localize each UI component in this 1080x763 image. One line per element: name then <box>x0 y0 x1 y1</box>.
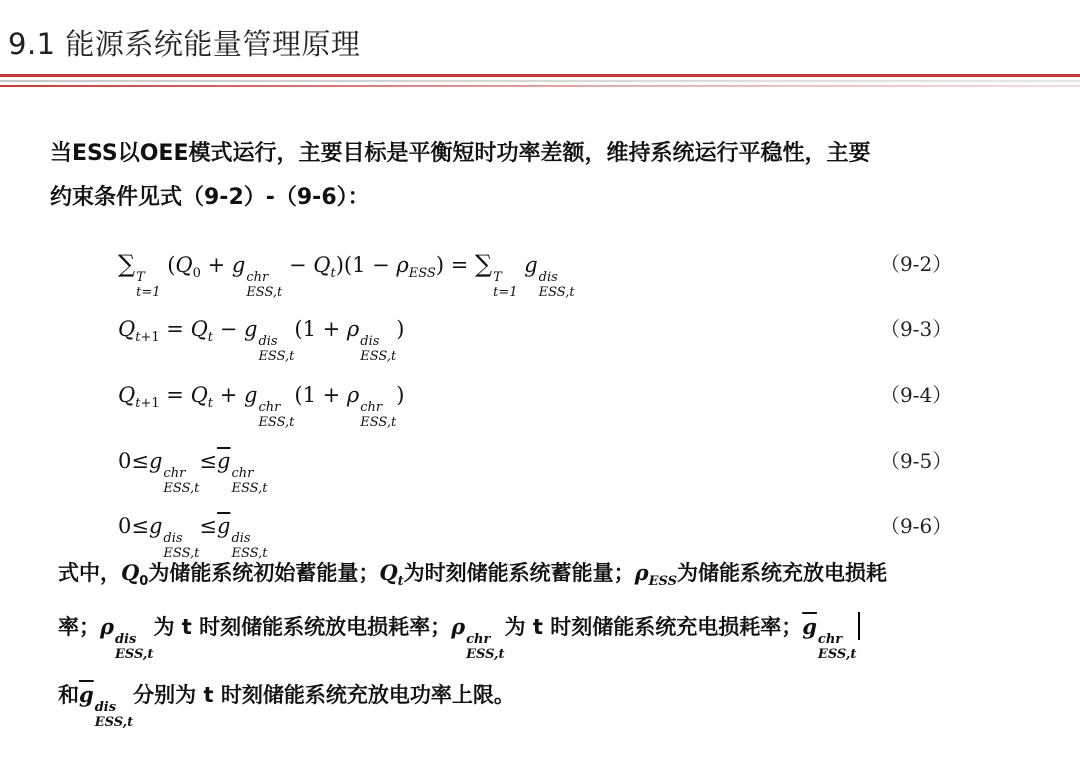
equation-number: （9-4） <box>880 383 953 407</box>
equation-number: （9-6） <box>880 514 953 538</box>
text-cursor <box>858 612 860 640</box>
equation-9-5 <box>0 441 1080 496</box>
intro-paragraph <box>50 132 1040 220</box>
page-title: 9.1 能源系统能量管理原理 <box>8 27 361 61</box>
intro-line-1: 当ESS以OEE模式运行，主要目标是平衡短时功率差额，维持系统运行平稳性，主要 <box>50 141 871 166</box>
equation-9-3-formula: $Q_{t+1} = Q_t - g$ dis ESS,t (1 + ρ dis ESS,t ) <box>118 317 405 364</box>
equation-9-3 <box>0 309 1080 364</box>
title-underline-gray <box>0 80 1080 82</box>
equation-9-4 <box>0 375 1080 430</box>
equation-number: （9-3） <box>880 317 953 341</box>
intro-line-2: 约束条件见式（9-2）-（9-6）： <box>50 185 370 210</box>
equation-9-6 <box>0 506 1080 561</box>
equation-9-4-formula: $Q_{t+1} = Q_t + g$ chr ESS,t (1 + ρ chr ESS,t ) <box>118 383 405 430</box>
explanation-line-2: 率；ρ dis ESS,t 为 t 时刻储能系统放电损耗率；ρ chr ESS,t 为 t 时刻储能系统充电损耗率；$\overline{g}$ chr ESS,t <box>58 612 1058 661</box>
equation-9-2 <box>0 244 1080 300</box>
equation-9-5-formula: 0≤g chr ESS,t $\le\overline{g}$ chr ESS,t <box>118 449 268 496</box>
title-underline-red <box>0 74 1080 77</box>
equation-9-6-formula: 0≤g dis ESS,t $\le\overline{g}$ dis ESS,t <box>118 514 268 561</box>
equation-9-2-formula: ∑ T t=1 ($Q_0 + g$ chr ESS,t − $Q_t)(1 - \rho_{ESS})$ = ∑ T t=1 g dis ESS,t <box>118 250 575 300</box>
equation-number: （9-2） <box>880 252 953 276</box>
explanation-line-1: 式中，$Q_0$为储能系统初始蓄能量；$Q_t$为时刻储能系统蓄能量；$\rho_{ESS}$为储能系统充放电损耗 <box>58 560 888 590</box>
title-underline-gradient <box>0 85 1080 87</box>
equation-number: （9-5） <box>880 449 953 473</box>
explanation-line-3: 和$\overline{g}$ dis ESS,t 分别为 t 时刻储能系统充放电功率上限。 <box>58 682 515 730</box>
